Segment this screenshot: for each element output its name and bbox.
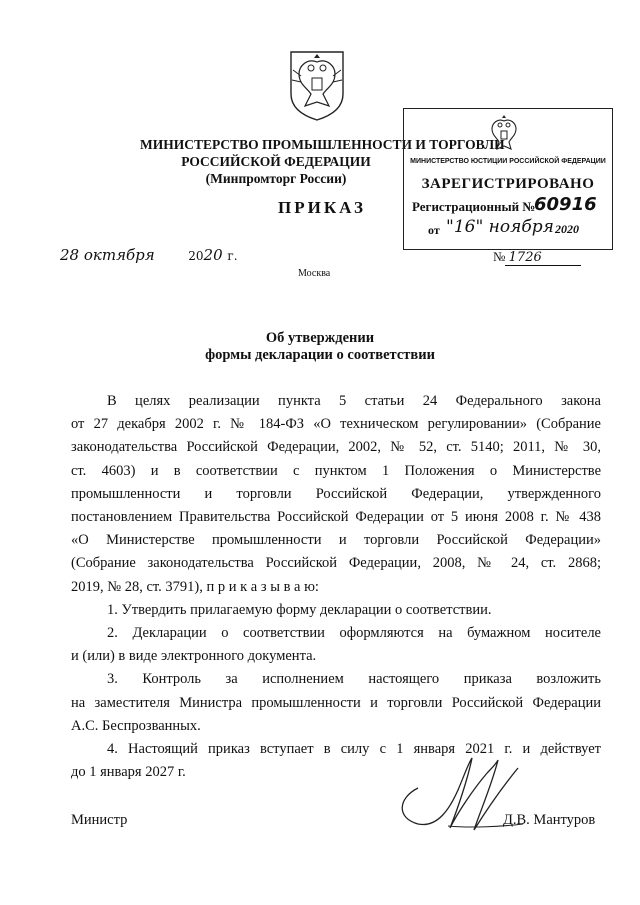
order-date-handwritten: 28 октября [60, 246, 155, 264]
item-3-line: на заместителя Министра промышленности и торговли Российской Федерации [71, 694, 601, 711]
ministry-name-line1: МИНИСТЕРСТВО ПРОМЫШЛЕННОСТИ И ТОРГОВЛИ [140, 137, 505, 152]
ministry-name-line2: РОССИЙСКОЙ ФЕДЕРАЦИИ [181, 154, 371, 169]
order-number-handwritten: 1726 [508, 250, 542, 265]
document-body [71, 390, 601, 784]
ministry-short-name: (Минпромторг России) [205, 171, 347, 186]
order-number-underline [505, 265, 581, 266]
preamble-line: ст. 4603) и в соответствии с пунктом 1 Положения о Министерстве [71, 462, 601, 479]
item-2-line: 2. Декларации о соответствии оформляются на бумажном носителе [107, 625, 601, 642]
item-3-line: 3. Контроль за исполнением настоящего приказа возложить [107, 671, 601, 688]
coat-of-arms-emblem [285, 48, 349, 122]
stamp-eagle-icon [486, 113, 522, 155]
item-3-line: А.С. Беспрозванных. [71, 717, 201, 734]
stamp-registration-number: 60916 [534, 194, 597, 215]
item-4-line: до 1 января 2027 г. [71, 764, 186, 781]
stamp-number-label: Регистрационный № [412, 199, 536, 214]
stamp-date-year: 2020 [555, 222, 579, 236]
preamble-line: 2019, № 28, ст. 3791), п р и к а з ы в а ю: [71, 578, 319, 595]
item-1-line: 1. Утвердить прилагаемую форму декларации о соответствии. [107, 601, 492, 618]
order-year-prefix: 20 [188, 249, 204, 263]
preamble-line: от 27 декабря 2002 г. № 184-ФЗ «О техническом регулировании» (Собрание [71, 416, 601, 433]
order-number [493, 249, 542, 265]
preamble-line: постановлением Правительства Российской Федерации от 5 июня 2008 г. № 438 [71, 509, 601, 526]
order-label: ПРИКАЗ [278, 198, 366, 217]
stamp-date-handwritten: "16" ноября [446, 217, 554, 237]
item-2-line: и (или) в виде электронного документа. [71, 648, 317, 665]
preamble-line: В целях реализации пункта 5 статьи 24 Федерального закона [107, 393, 601, 409]
stamp-ministry-name: МИНИСТЕРСТВО ЮСТИЦИИ РОССИЙСКОЙ ФЕДЕРАЦИИ [410, 158, 606, 165]
signer-name: Д.В. Мантуров [503, 812, 596, 828]
preamble-line: промышленности и торговли Российской Федерации, утвержденного [71, 485, 601, 502]
document-title-line2: формы декларации о соответствии [205, 347, 435, 363]
order-date [60, 246, 238, 264]
item-4-line: 4. Настоящий приказ вступает в силу с 1 января 2021 г. и действует [107, 741, 601, 758]
preamble-line: законодательства Российской Федерации, 2002, № 52, ст. 5140; 2011, № 30, [71, 439, 601, 456]
ministry-header [140, 136, 505, 187]
document-title [150, 330, 490, 364]
order-year-handwritten: 20 [203, 246, 223, 264]
order-number-prefix: № [493, 249, 506, 264]
document-title-line1: Об утверждении [265, 330, 375, 346]
order-year-suffix: г. [227, 249, 238, 263]
stamp-date-prefix: от [428, 223, 440, 237]
city-label: Москва [298, 268, 331, 279]
signer-role: Министр [71, 812, 128, 828]
preamble-line: (Собрание законодательства Российской Федерации, 2008, № 24, ст. 2868; [71, 555, 601, 572]
stamp-registered-label: ЗАРЕГИСТРИРОВАНО [421, 176, 595, 192]
preamble-line: «О Министерстве промышленности и торговли Российской Федерации» [71, 532, 601, 549]
